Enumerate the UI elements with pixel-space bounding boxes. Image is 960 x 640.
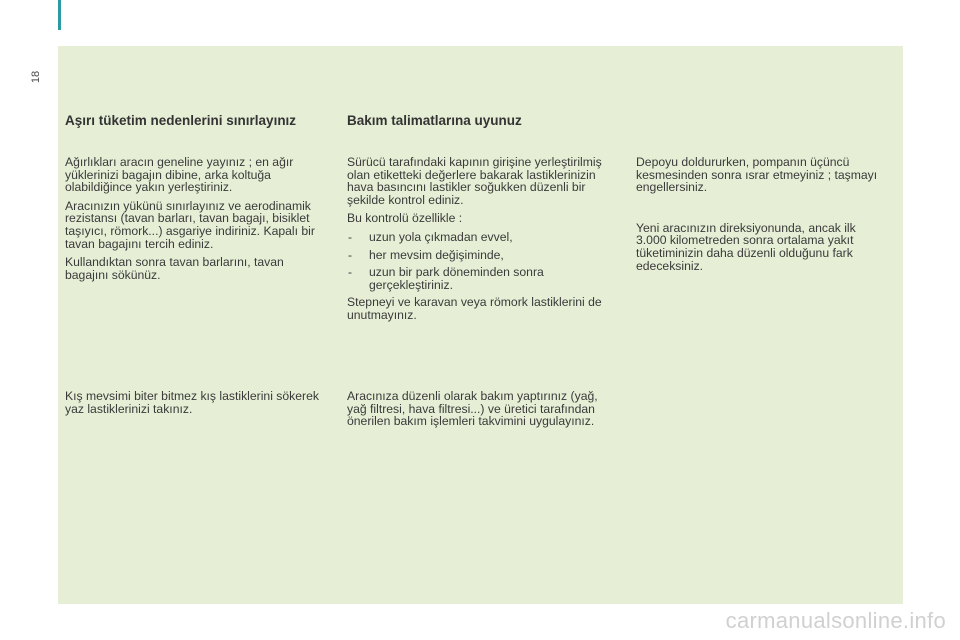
paragraph: Aracınızın yükünü sınırlayınız ve aerodinamik rezistansı (tavan barları, tavan bagajı, bisiklet taşıyıcı, römork...) asgariye indiriniz. Kapalı bir tavan bagajını tercih ediniz. xyxy=(65,198,315,251)
paragraph: Ağırlıkları aracın geneline yayınız ; en ağır yüklerinizi bagajın dibine, arka koltuğa olabildiğince yakın yerleştiriniz. xyxy=(65,155,294,195)
list-item: - uzun yola çıkmadan evvel, xyxy=(348,229,513,244)
middle-bottom-block xyxy=(347,390,615,434)
check-list xyxy=(347,231,615,291)
section-title-maintenance: Bakım talimatlarına uyunuz xyxy=(347,113,522,128)
middle-column xyxy=(347,156,615,328)
watermark-text: carmanualsonline.info xyxy=(725,608,946,633)
right-column xyxy=(636,156,881,278)
page-number: 18 xyxy=(30,70,42,84)
list-intro: Bu kontrolü özellikle : xyxy=(347,211,463,226)
paragraph: Kullandıktan sonra tavan barlarını, tavan bagajını sökünüz. xyxy=(65,255,284,282)
paragraph: Sürücü tarafındaki kapının girişine yerleştirilmiş olan etiketteki değerlere bakarak lastiklerinizin hava basıncını lastikler soğukken düzenli bir şekilde kontrol ediniz. xyxy=(347,155,602,207)
page-accent-bar xyxy=(58,0,61,30)
paragraph: Stepneyi ve karavan veya römork lastiklerini de unutmayınız. xyxy=(347,295,602,322)
paragraph: Aracınıza düzenli olarak bakım yaptırınız (yağ, yağ filtresi, hava filtresi...) ve üretici tarafından önerilen bakım işlemleri takvimini uygulayınız. xyxy=(347,389,598,429)
paragraph: Depoyu doldururken, pompanın üçüncü kesmesinden sonra ısrar etmeyiniz ; taşmayı engellersiniz. xyxy=(636,155,878,195)
paragraph: Yeni aracınızın direksiyonunda, ancak ilk 3.000 kilometreden sonra ortalama yakıt tüketiminizin daha düzenli olduğunu fark edeceksiniz. xyxy=(636,220,856,273)
left-column xyxy=(65,156,325,287)
list-item: - her mevsim değişiminde, xyxy=(348,247,504,262)
left-bottom-block xyxy=(65,390,325,421)
section-title-consumption: Aşırı tüketim nedenlerini sınırlayınız xyxy=(65,113,297,128)
paragraph: Kış mevsimi biter bitmez kış lastiklerini sökerek yaz lastiklerinizi takınız. xyxy=(65,389,319,416)
list-item: - uzun bir park döneminden sonra gerçekleştiriniz. xyxy=(348,265,544,292)
